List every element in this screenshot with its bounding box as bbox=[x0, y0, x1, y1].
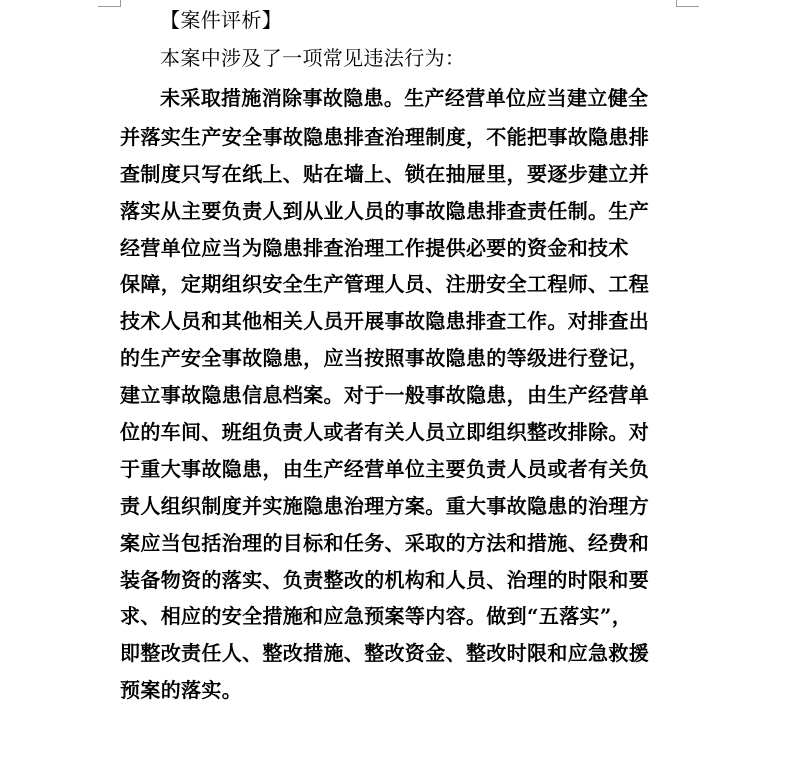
document-body bbox=[120, 0, 680, 709]
paragraph-line: 建立事故隐患信息档案。对于一般事故隐患，由生产经营单 bbox=[120, 383, 650, 408]
paragraph-line: 保障，定期组织安全生产管理人员、注册安全工程师、工程 bbox=[120, 272, 650, 297]
paragraph-line: 并落实生产安全事故隐患排查治理制度，不能把事故隐患排 bbox=[120, 124, 650, 149]
paragraph-line: 查制度只写在纸上、贴在墙上、锁在抽屉里，要逐步建立并 bbox=[120, 161, 650, 186]
paragraph-line: 责人组织制度并实施隐患治理方案。重大事故隐患的治理方 bbox=[120, 493, 650, 518]
paragraph-line: 预案的落实。 bbox=[120, 678, 243, 703]
section-heading: 【案件评析】 bbox=[160, 8, 283, 32]
paragraph-line: 落实从主要负责人到从业人员的事故隐患排查责任制。生产 bbox=[120, 198, 650, 223]
paragraph-line: 技术人员和其他相关人员开展事故隐患排查工作。对排查出 bbox=[120, 309, 650, 334]
paragraph-line: 未采取措施消除事故隐患。生产经营单位应当建立健全 bbox=[160, 85, 649, 110]
paragraph-line: 于重大事故隐患，由生产经营单位主要负责人员或者有关负 bbox=[120, 456, 650, 481]
paragraph-line: 经营单位应当为隐患排查治理工作提供必要的资金和技术 bbox=[120, 235, 629, 260]
intro-line: 本案中涉及了一项常见违法行为： bbox=[160, 46, 466, 70]
paragraph-line: 案应当包括治理的目标和任务、采取的方法和措施、经费和 bbox=[120, 530, 650, 555]
crop-mark-left bbox=[98, 0, 121, 7]
paragraph-line: 即整改责任人、整改措施、整改资金、整改时限和应急救援 bbox=[120, 641, 650, 666]
paragraph-line: 装备物资的落实、负责整改的机构和人员、治理的时限和要 bbox=[120, 567, 650, 592]
paragraph-line: 位的车间、班组负责人或者有关人员立即组织整改排除。对 bbox=[120, 420, 650, 445]
paragraph-line: 求、相应的安全措施和应急预案等内容。做到“五落实”， bbox=[120, 604, 633, 629]
paragraph-line: 的生产安全事故隐患，应当按照事故隐患的等级进行登记， bbox=[120, 346, 650, 371]
